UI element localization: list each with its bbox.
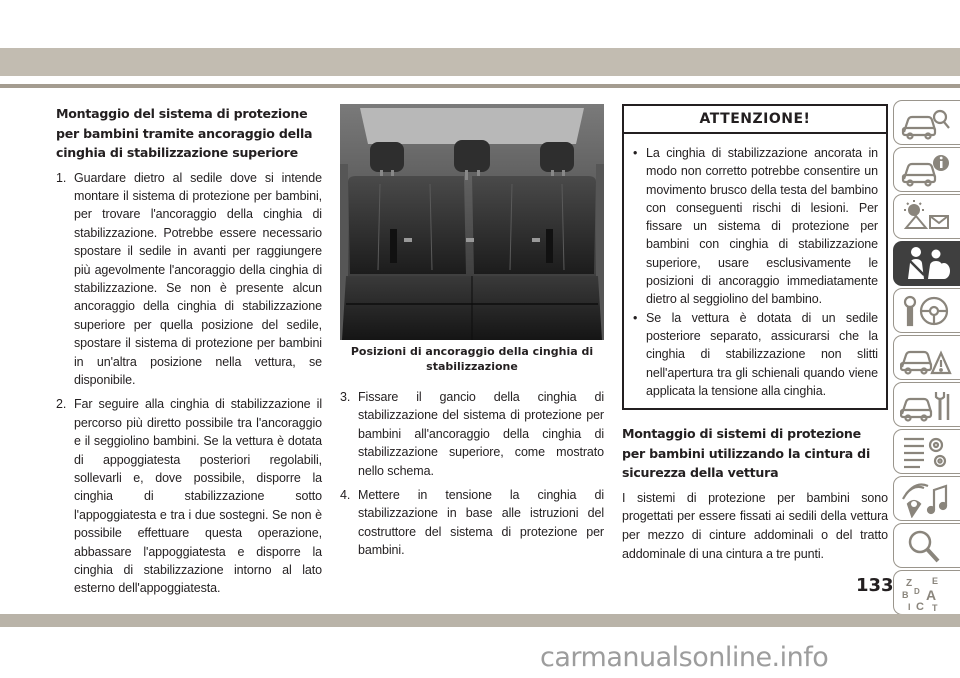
index-letter: D	[914, 587, 920, 596]
multimedia-icon	[900, 480, 952, 518]
body-paragraph: I sistemi di protezione per bambini sono progettati per essere fissati ai sedili della vettura per mezzo di cinture addominali o del tratto addominale di una cintura a tre punti.	[622, 490, 888, 562]
alphabet-index-icon	[900, 574, 952, 612]
tab-technical-specifications[interactable]	[893, 429, 960, 474]
chapter-tabs	[893, 100, 960, 617]
tab-instrument-panel[interactable]	[893, 194, 960, 239]
car-warning-triangle-icon	[900, 339, 952, 377]
watermark: carmanualsonline.info	[540, 642, 829, 673]
warning-item	[632, 144, 878, 309]
step-text: Guardare dietro al sedile dove si intende montare il sistema di protezione per bambini, per trovare l'ancoraggio della cinghia di stabilizzazione. Potrebbe essere necessario spostare il sedile in avanti per raggiungere più agevolmente l'ancoraggio della cinghia di stabilizzazione. Se non è presente alcun ancoraggio della cinghia di stabilizzazione superiore per quella posizione del sedile, spostare il sistema di protezione per bambini in un'altra posizione nella vettura, se disponibile.	[74, 170, 322, 387]
warning-lights-icon	[900, 198, 952, 236]
section-heading-tether: Montaggio del sistema di protezione per bambini tramite ancoraggio della cinghia di stabilizzazione superiore	[56, 106, 313, 160]
car-wrench-icon	[900, 386, 952, 424]
tab-starting-operating[interactable]	[893, 288, 960, 333]
warning-item	[632, 309, 878, 400]
step-number: 2.	[56, 397, 67, 412]
car-info-icon	[900, 151, 952, 189]
tab-getting-to-know[interactable]	[893, 147, 960, 192]
photo-caption: Posizioni di ancoraggio della cinghia di stabilizzazione	[350, 345, 594, 373]
specifications-gear-icon	[900, 433, 952, 471]
index-letter: T	[932, 603, 938, 612]
footer-band	[0, 614, 960, 627]
safety-passenger-icon	[900, 245, 952, 283]
step-item	[56, 395, 322, 597]
tab-index[interactable]	[893, 570, 960, 615]
step-number: 4.	[340, 488, 351, 503]
index-letter: E	[932, 576, 939, 586]
warning-box	[622, 104, 888, 410]
tab-vehicle-overview[interactable]	[893, 100, 960, 145]
index-letter: I	[908, 602, 911, 612]
step-text: Mettere in tensione la cinghia di stabilizzazione in base alle istruzioni del costruttore del sistema di protezione per bambini.	[358, 488, 604, 558]
header-band	[0, 48, 960, 76]
step-text: Fissare il gancio della cinghia di stabilizzazione del sistema di protezione per bambini all'ancoraggio della cinghia di stabilizzazione superiore, come mostrato nello schema.	[358, 390, 604, 478]
tab-maintenance[interactable]	[893, 382, 960, 427]
index-letter: Z	[906, 578, 913, 589]
warning-text: La cinghia di stabilizzazione ancorata in modo non corretto potrebbe consentire un movimento brusco della testa del bambino con conseguenti rischi di lesioni. Per fissare un sistema di protezione per bambini con cinghia di stabilizzazione superiore, usare esclusivamente le posizioni di ancoraggio immediatamente dietro al seggiolino del bambino.	[646, 146, 878, 307]
column-middle	[340, 104, 604, 566]
warning-text: Se la vettura è dotata di un sedile posteriore separato, assicurarsi che la cinghia di stabilizzazione non slitti nell'apertura tra gli schienali quando viene applicata la tensione alla cinghia.	[646, 310, 878, 398]
tab-multimedia[interactable]	[893, 476, 960, 521]
column-right	[622, 104, 888, 564]
step-item	[340, 388, 604, 480]
tab-safety[interactable]	[893, 241, 960, 286]
step-text: Far seguire alla cinghia di stabilizzazione il percorso più diretto possibile tra l'ancoraggio e il seggiolino bambini. Se la vettura è dotata di appoggiatesta posteriori regolabili, sollevarli e, dove possibile, disporre la cinghia di stabilizzazione sotto l'appoggiatesta e tra i due sostegni. Se non è possibile effettuare questa operazione, abbassare l'appoggiatesta e disporre la cinghia di stabilizzazione intorno al lato esterno dell'appoggiatesta.	[74, 397, 322, 596]
index-letter: C	[916, 601, 924, 612]
bullet: •	[633, 310, 638, 325]
section-heading-belt: Montaggio di sistemi di protezione per bambini utilizzando la cintura di sicurezza della vettura	[622, 426, 871, 481]
cargo-area-photo	[340, 104, 604, 340]
step-number: 1.	[56, 170, 67, 185]
tab-search[interactable]	[893, 523, 960, 568]
step-item	[340, 486, 604, 560]
car-search-icon	[900, 104, 952, 142]
index-letter: A	[926, 587, 937, 603]
header-rule	[0, 84, 960, 88]
key-steering-icon	[900, 292, 952, 330]
step-number: 3.	[340, 390, 351, 404]
magnifier-icon	[900, 527, 952, 565]
index-letter: B	[902, 590, 909, 600]
tab-emergency[interactable]	[893, 335, 960, 380]
step-item	[56, 169, 322, 390]
page-number: 133	[856, 575, 894, 596]
bullet: •	[633, 146, 638, 160]
warning-title: ATTENZIONE!	[624, 106, 886, 134]
warning-list	[624, 134, 886, 408]
column-left	[56, 104, 322, 604]
